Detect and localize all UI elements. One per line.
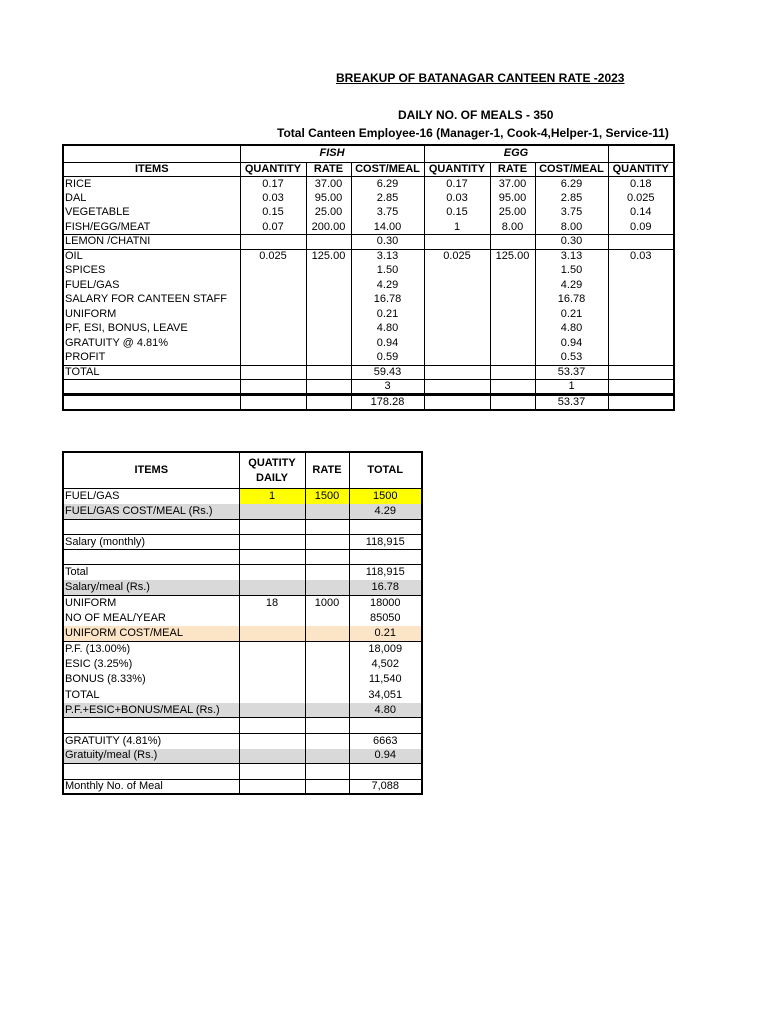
- table-row: [63, 220, 674, 235]
- table-cell: 14.00: [351, 220, 424, 235]
- employee-count-label: Total Canteen Employee-16 (Manager-1, Cook-4,Helper-1, Service-11): [277, 126, 669, 140]
- table-cell: 37.00: [490, 177, 535, 192]
- table-cell: 4.80: [535, 322, 608, 337]
- table-row: [63, 322, 674, 337]
- table-cell: [306, 365, 351, 380]
- table-cell: 11,540: [349, 672, 422, 687]
- table-cell: [490, 293, 535, 308]
- column-header-row: [63, 452, 422, 489]
- table-cell: [306, 235, 351, 250]
- table-row: [63, 249, 674, 264]
- item-label: UNIFORM COST/MEAL: [63, 626, 239, 641]
- item-label: P.F.+ESIC+BONUS/MEAL (Rs.): [63, 703, 239, 718]
- item-label: DAL: [63, 191, 240, 206]
- item-label: [63, 380, 240, 395]
- item-label: UNIFORM: [63, 596, 239, 611]
- group-header-fish: FISH: [240, 145, 424, 162]
- table-row: [63, 534, 422, 549]
- table-cell: 0.53: [535, 351, 608, 366]
- table-cell: [240, 264, 306, 279]
- table-cell: [240, 235, 306, 250]
- table-cell: [239, 718, 305, 733]
- table-cell: [349, 718, 422, 733]
- table-row: [63, 764, 422, 779]
- table-cell: [424, 235, 490, 250]
- table-row: [63, 264, 674, 279]
- table-cell: 34,051: [349, 687, 422, 702]
- table-cell: [490, 351, 535, 366]
- table-row: [63, 733, 422, 748]
- table-cell: 4.29: [535, 278, 608, 293]
- table-row: [63, 779, 422, 794]
- document-title: BREAKUP OF BATANAGAR CANTEEN RATE -2023: [336, 71, 625, 85]
- table-cell: 4.80: [349, 703, 422, 718]
- table-cell: [490, 395, 535, 411]
- table-row: [63, 672, 422, 687]
- item-label: [63, 550, 239, 565]
- column-header-row: [63, 162, 674, 177]
- table-cell: 6663: [349, 733, 422, 748]
- table-row: [63, 380, 674, 395]
- table-cell: [306, 336, 351, 351]
- table-cell: [306, 395, 351, 411]
- table-row: [63, 278, 674, 293]
- table-row: [63, 336, 674, 351]
- table-cell: [239, 565, 305, 580]
- item-label: [63, 718, 239, 733]
- column-header: TOTAL: [349, 452, 422, 489]
- table-cell: [608, 307, 674, 322]
- table-cell: 6.29: [351, 177, 424, 192]
- table-cell: 0.18: [608, 177, 674, 192]
- table-cell: 0.03: [240, 191, 306, 206]
- table-row: [63, 235, 674, 250]
- table-cell: [305, 733, 349, 748]
- table-cell: 1: [424, 220, 490, 235]
- table-cell: [608, 264, 674, 279]
- table-cell: [305, 641, 349, 656]
- table-cell: 0.025: [424, 249, 490, 264]
- item-label: Total: [63, 565, 239, 580]
- table-cell: 4.29: [349, 504, 422, 519]
- table-cell: [305, 718, 349, 733]
- table-cell: [305, 764, 349, 779]
- table-cell: [608, 351, 674, 366]
- table-cell: [424, 395, 490, 411]
- table-cell: [306, 264, 351, 279]
- table-cell: [424, 264, 490, 279]
- table-cell: [490, 322, 535, 337]
- item-label: SALARY FOR CANTEEN STAFF: [63, 293, 240, 308]
- table-cell: [424, 278, 490, 293]
- table-cell: [240, 322, 306, 337]
- table-cell: [240, 395, 306, 411]
- daily-meals-label: DAILY NO. OF MEALS - 350: [398, 108, 554, 122]
- table-cell: [239, 519, 305, 534]
- table-cell: [240, 365, 306, 380]
- table-row: [63, 489, 422, 504]
- table-cell: [608, 380, 674, 395]
- table-cell: [305, 611, 349, 626]
- table-row: [63, 749, 422, 764]
- column-header: QUATITY DAILY: [239, 452, 305, 489]
- table-cell: 0.30: [535, 235, 608, 250]
- table-cell: 16.78: [349, 580, 422, 595]
- table-cell: [490, 264, 535, 279]
- table-row: [63, 596, 422, 611]
- table-cell: [239, 703, 305, 718]
- item-label: P.F. (13.00%): [63, 641, 239, 656]
- column-header: ITEMS: [63, 452, 239, 489]
- table-cell: [239, 687, 305, 702]
- table-cell: [608, 336, 674, 351]
- table-row: [63, 550, 422, 565]
- table-cell: 4.29: [351, 278, 424, 293]
- column-header: QUANTITY: [608, 162, 674, 177]
- table-row: [63, 626, 422, 641]
- table-row: [63, 191, 674, 206]
- table-row: [63, 293, 674, 308]
- table-cell: 0.15: [424, 206, 490, 221]
- table-row: [63, 504, 422, 519]
- table-cell: 3.75: [351, 206, 424, 221]
- column-header: QUANTITY: [240, 162, 306, 177]
- table-cell: 4.80: [351, 322, 424, 337]
- table-cell: 16.78: [535, 293, 608, 308]
- item-label: NO OF MEAL/YEAR: [63, 611, 239, 626]
- item-label: ESIC (3.25%): [63, 657, 239, 672]
- table-cell: [306, 293, 351, 308]
- table-cell: 2.85: [351, 191, 424, 206]
- item-label: GRATUITY @ 4.81%: [63, 336, 240, 351]
- table-cell: 0.94: [535, 336, 608, 351]
- table-cell: 1.50: [351, 264, 424, 279]
- item-label: [63, 519, 239, 534]
- table-cell: [608, 293, 674, 308]
- table-cell: [608, 278, 674, 293]
- table-cell: 1500: [349, 489, 422, 504]
- table-cell: [240, 351, 306, 366]
- table-cell: 95.00: [306, 191, 351, 206]
- table-cell: [424, 307, 490, 322]
- column-header: COST/MEAL: [351, 162, 424, 177]
- table-cell: 25.00: [306, 206, 351, 221]
- table-cell: [305, 749, 349, 764]
- table-cell: 1: [239, 489, 305, 504]
- canteen-rate-table: [62, 144, 675, 411]
- table-cell: [305, 657, 349, 672]
- table-row: [63, 657, 422, 672]
- table-row: [63, 365, 674, 380]
- table-row: [63, 307, 674, 322]
- table-cell: 0.15: [240, 206, 306, 221]
- column-header: RATE: [490, 162, 535, 177]
- table-cell: [424, 336, 490, 351]
- table-cell: [240, 293, 306, 308]
- item-label: Gratuity/meal (Rs.): [63, 749, 239, 764]
- table-row: [63, 611, 422, 626]
- item-label: RICE: [63, 177, 240, 192]
- table-cell: [424, 365, 490, 380]
- group-header-blank: [608, 145, 674, 162]
- table-cell: [490, 365, 535, 380]
- table-cell: [239, 764, 305, 779]
- table-cell: [240, 278, 306, 293]
- table-cell: [349, 519, 422, 534]
- group-header-row: [63, 145, 674, 162]
- table-cell: 53.37: [535, 365, 608, 380]
- table-cell: [239, 733, 305, 748]
- table-cell: 18,009: [349, 641, 422, 656]
- table-cell: 178.28: [351, 395, 424, 411]
- item-label: PF, ESI, BONUS, LEAVE: [63, 322, 240, 337]
- table-cell: 200.00: [306, 220, 351, 235]
- table-cell: [490, 380, 535, 395]
- item-label: BONUS (8.33%): [63, 672, 239, 687]
- item-label: SPICES: [63, 264, 240, 279]
- table-cell: 1.50: [535, 264, 608, 279]
- table-cell: [239, 672, 305, 687]
- table-cell: 0.03: [608, 249, 674, 264]
- item-label: [63, 395, 240, 411]
- table-cell: [305, 626, 349, 641]
- table-cell: [424, 380, 490, 395]
- table-cell: 0.17: [424, 177, 490, 192]
- table-cell: [305, 580, 349, 595]
- table-cell: 0.14: [608, 206, 674, 221]
- table-cell: [490, 307, 535, 322]
- table-cell: 7,088: [349, 779, 422, 794]
- table-cell: [424, 322, 490, 337]
- table-row: [63, 718, 422, 733]
- table-cell: 0.21: [351, 307, 424, 322]
- cost-breakup-table: [62, 451, 423, 795]
- table-cell: 59.43: [351, 365, 424, 380]
- table-cell: [490, 278, 535, 293]
- table-cell: [608, 235, 674, 250]
- table-cell: [424, 293, 490, 308]
- table-cell: 3: [351, 380, 424, 395]
- table-cell: [305, 703, 349, 718]
- item-label: TOTAL: [63, 687, 239, 702]
- table-cell: [305, 672, 349, 687]
- item-label: OIL: [63, 249, 240, 264]
- item-label: FUEL/GAS: [63, 278, 240, 293]
- item-label: TOTAL: [63, 365, 240, 380]
- table-cell: 0.025: [608, 191, 674, 206]
- table-cell: [239, 504, 305, 519]
- table-cell: [349, 764, 422, 779]
- column-header: RATE: [305, 452, 349, 489]
- table-cell: [240, 307, 306, 322]
- table-cell: 0.09: [608, 220, 674, 235]
- table-cell: 6.29: [535, 177, 608, 192]
- table-cell: [306, 351, 351, 366]
- table-cell: 0.025: [240, 249, 306, 264]
- column-header: ITEMS: [63, 162, 240, 177]
- table-cell: [239, 779, 305, 794]
- item-label: Salary (monthly): [63, 534, 239, 549]
- table-cell: 0.21: [349, 626, 422, 641]
- table-cell: 16.78: [351, 293, 424, 308]
- table-cell: 0.21: [535, 307, 608, 322]
- table-cell: 0.94: [351, 336, 424, 351]
- table-cell: [305, 687, 349, 702]
- table-cell: [608, 365, 674, 380]
- table-cell: 37.00: [306, 177, 351, 192]
- table-row: [63, 565, 422, 580]
- table-cell: 8.00: [535, 220, 608, 235]
- table-cell: 53.37: [535, 395, 608, 411]
- table-cell: 1000: [305, 596, 349, 611]
- table-cell: [305, 550, 349, 565]
- table-row: [63, 177, 674, 192]
- table-cell: [306, 307, 351, 322]
- table-cell: 0.59: [351, 351, 424, 366]
- table-cell: [239, 657, 305, 672]
- table-cell: [239, 641, 305, 656]
- table-cell: [306, 322, 351, 337]
- item-label: FUEL/GAS COST/MEAL (Rs.): [63, 504, 239, 519]
- table-cell: 3.13: [351, 249, 424, 264]
- table-cell: 95.00: [490, 191, 535, 206]
- item-label: GRATUITY (4.81%): [63, 733, 239, 748]
- item-label: FISH/EGG/MEAT: [63, 220, 240, 235]
- table-cell: 3.75: [535, 206, 608, 221]
- column-header: RATE: [306, 162, 351, 177]
- item-label: Monthly No. of Meal: [63, 779, 239, 794]
- item-label: FUEL/GAS: [63, 489, 239, 504]
- item-label: UNIFORM: [63, 307, 240, 322]
- table-cell: [608, 322, 674, 337]
- table-cell: [305, 779, 349, 794]
- table-row: [63, 519, 422, 534]
- table-cell: [424, 351, 490, 366]
- table-cell: [239, 626, 305, 641]
- table-cell: [490, 235, 535, 250]
- table-cell: 118,915: [349, 565, 422, 580]
- table-cell: 8.00: [490, 220, 535, 235]
- table-cell: 85050: [349, 611, 422, 626]
- table-row: [63, 206, 674, 221]
- table-cell: 18000: [349, 596, 422, 611]
- table-row: [63, 395, 674, 411]
- table-cell: [305, 519, 349, 534]
- table-cell: 125.00: [490, 249, 535, 264]
- table-row: [63, 687, 422, 702]
- table-cell: 3.13: [535, 249, 608, 264]
- table-cell: 0.17: [240, 177, 306, 192]
- table-cell: [240, 336, 306, 351]
- item-label: LEMON /CHATNI: [63, 235, 240, 250]
- item-label: [63, 764, 239, 779]
- item-label: VEGETABLE: [63, 206, 240, 221]
- table-cell: [305, 565, 349, 580]
- table-cell: [306, 278, 351, 293]
- table-cell: 1500: [305, 489, 349, 504]
- table-cell: 18: [239, 596, 305, 611]
- table-cell: [490, 336, 535, 351]
- table-cell: 4,502: [349, 657, 422, 672]
- table-cell: [306, 380, 351, 395]
- table-cell: [349, 550, 422, 565]
- table-cell: 25.00: [490, 206, 535, 221]
- table-cell: 0.03: [424, 191, 490, 206]
- table-cell: [239, 550, 305, 565]
- table-row: [63, 703, 422, 718]
- item-label: Salary/meal (Rs.): [63, 580, 239, 595]
- table-cell: 0.94: [349, 749, 422, 764]
- table-cell: [608, 395, 674, 411]
- table-cell: [239, 580, 305, 595]
- table-cell: [240, 380, 306, 395]
- table-cell: [239, 749, 305, 764]
- table-cell: 0.30: [351, 235, 424, 250]
- table-cell: [305, 534, 349, 549]
- group-header-blank: [63, 145, 240, 162]
- table-cell: [239, 611, 305, 626]
- table-row: [63, 351, 674, 366]
- table-cell: 125.00: [306, 249, 351, 264]
- table-cell: 118,915: [349, 534, 422, 549]
- column-header: COST/MEAL: [535, 162, 608, 177]
- item-label: PROFIT: [63, 351, 240, 366]
- column-header: QUANTITY: [424, 162, 490, 177]
- table-row: [63, 641, 422, 656]
- table-cell: 2.85: [535, 191, 608, 206]
- table-cell: 1: [535, 380, 608, 395]
- table-row: [63, 580, 422, 595]
- table-cell: [239, 534, 305, 549]
- group-header-egg: EGG: [424, 145, 608, 162]
- table-cell: 0.07: [240, 220, 306, 235]
- table-cell: [305, 504, 349, 519]
